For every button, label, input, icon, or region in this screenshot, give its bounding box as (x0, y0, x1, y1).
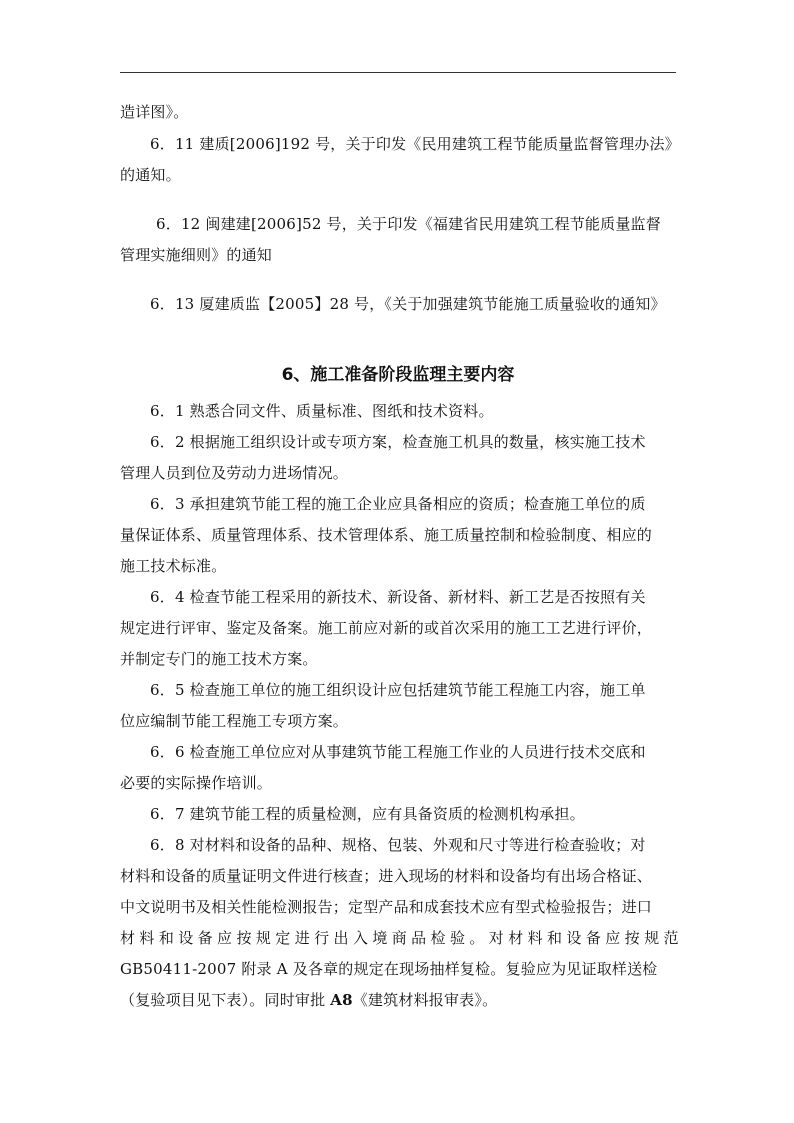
text-line: 的通知。 (120, 166, 181, 184)
text-line: 管理实施细则》的通知 (120, 246, 273, 264)
text-line: 6．4 检查节能工程采用的新技术、新设备、新材料、新工艺是否按照有关 (150, 588, 646, 606)
text-line: 管理人员到位及劳动力进场情况。 (120, 464, 349, 482)
text-line: 材料和设备应按规定进行出入境商品检验。对材料和设备应按规范 (120, 929, 680, 947)
text-line: 6．3 承担建筑节能工程的施工企业应具备相应的资质；检查施工单位的质 (150, 495, 646, 513)
text-line: 造详图》。 (120, 103, 189, 121)
text-line: 6．13 厦建质监【2005】28 号，《关于加强建筑节能施工质量验收的通知》 (150, 295, 666, 313)
text-line: 6．8 对材料和设备的品种、规格、包装、外观和尺寸等进行检查验收；对 (150, 836, 646, 854)
text-line: 位应编制节能工程施工专项方案。 (120, 712, 349, 730)
header-rule (120, 72, 676, 73)
text-line: 中文说明书及相关性能检测报告；定型产品和成套技术应有型式检验报告；进口 (120, 898, 653, 916)
text-line: 施工技术标准。 (120, 557, 227, 575)
text-line: GB50411-2007 附录 A 及各章的规定在现场抽样复检。复验应为见证取样送检 (120, 960, 658, 978)
text-line: 6．1 熟悉合同文件、质量标准、图纸和技术资料。 (150, 402, 494, 420)
text-line (120, 990, 680, 1010)
section-heading: 6、施工准备阶段监理主要内容 (281, 365, 515, 385)
text-line: 并制定专门的施工技术方案。 (120, 650, 318, 668)
text-span: 《建筑材料报审表》。 (352, 991, 498, 1009)
form-code: A8 (330, 991, 353, 1009)
text-line: 6．2 根据施工组织设计或专项方案，检查施工机具的数量，核实施工技术 (150, 433, 646, 451)
text-line: 必要的实际操作培训。 (120, 774, 273, 792)
text-line: 6．11 建质[2006]192 号，关于印发《民用建筑工程节能质量监督管理办法》 (150, 135, 680, 153)
text-line: 6．5 检查施工单位的施工组织设计应包括建筑节能工程施工内容，施工单 (150, 681, 646, 699)
text-line: 6．6 检查施工单位应对从事建筑节能工程施工作业的人员进行技术交底和 (150, 743, 646, 761)
text-line: 量保证体系、质量管理体系、技术管理体系、施工质量控制和检验制度、相应的 (120, 526, 653, 544)
text-line: 6．7 建筑节能工程的质量检测，应有具备资质的检测机构承担。 (150, 805, 585, 823)
text-line: 规定进行评审、鉴定及备案。施工前应对新的或首次采用的施工工艺进行评价， (120, 619, 653, 637)
text-line: 材料和设备的质量证明文件进行核查；进入现场的材料和设备均有出场合格证、 (120, 867, 653, 885)
text-span: （复验项目见下表）。同时审批 (120, 991, 331, 1009)
text-line: 6．12 闽建建[2006]52 号，关于印发《福建省民用建筑工程节能质量监督 (156, 215, 661, 233)
